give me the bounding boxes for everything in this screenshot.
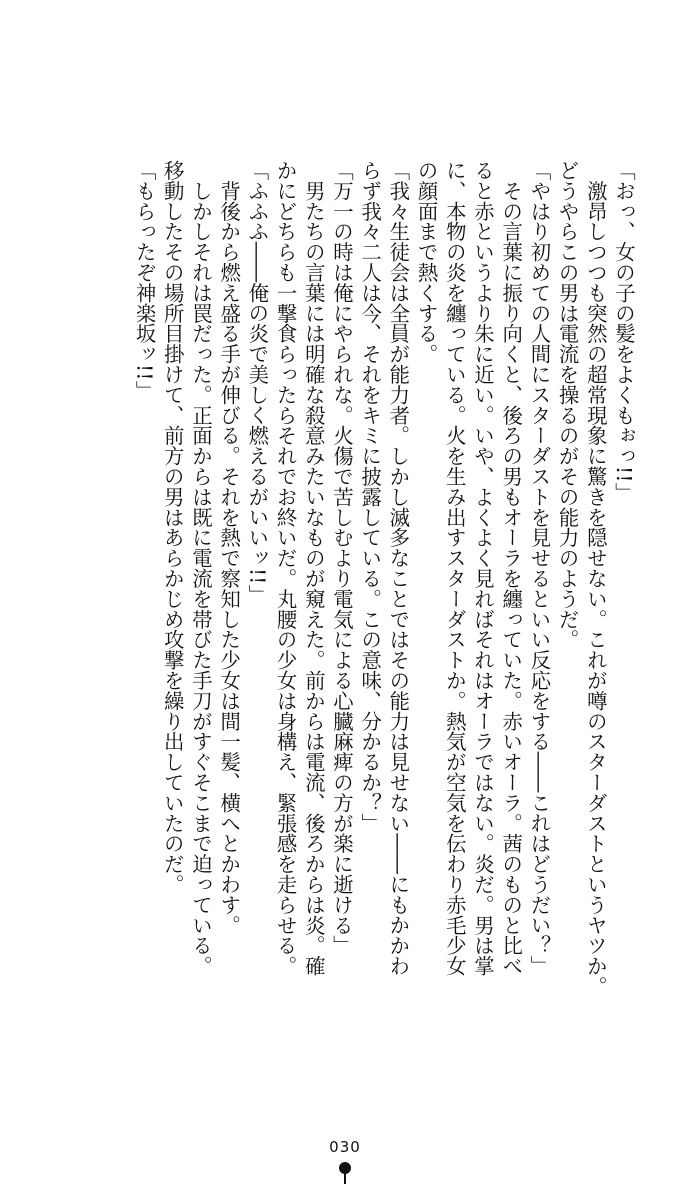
- body-text: [130, 160, 638, 1020]
- text-line: 「おっ、女の子の髪をよくもぉっ!!」: [612, 160, 636, 503]
- text-line: の顔面まで熱くする。: [414, 160, 439, 364]
- text-line: かにどちらも一撃食らったらそれでお終いだ。丸腰の少女は身構え、緊張感を走らせる。: [273, 160, 298, 976]
- text-line: に、本物の炎を纏っている。火を生み出すスターダストか。熱気が空気を伝わり赤毛少女: [442, 160, 467, 976]
- text-line: その言葉に振り向くと、後ろの男もオーラを纏っていた。赤いオーラ。茜のものと比べ: [499, 160, 524, 976]
- page-number: 030: [329, 1138, 361, 1156]
- text-line: 男たちの言葉には明確な殺意みたいなものが窺えた。前からは電流、後ろからは炎。確: [301, 160, 326, 976]
- text-line: 「もらったぞ神楽坂ッ!!」: [132, 160, 157, 401]
- text-line: 背後から燃え盛る手が伸びる。それを熱で察知した少女は間一髪、横へとかわす。: [217, 160, 242, 936]
- text-line: どうやらこの男は電流を操るのがその能力のようだ。: [555, 160, 580, 650]
- text-line: しかしそれは罠だった。正面からは既に電流を帯びた手刀がすぐそこまで迫っている。: [188, 160, 213, 976]
- text-line: 「我々生徒会は全員が能力者。しかし滅多なことではその能力は見せない――にもかかわ: [386, 160, 411, 976]
- text-line: ると赤というより朱に近い。いや、よくよく見ればそれはオーラではない。炎だ。男は掌: [470, 160, 495, 976]
- text-line: らず我々二人は今、それをキミに披露している。この意味、分かるか？」: [358, 160, 383, 834]
- text-line: 「やはり初めての人間にスターダストを見せるといい反応をする――これはどうだい？」: [527, 160, 552, 976]
- text-line: 「ふふふ――俺の炎で美しく燃えるがいいッ!!」: [245, 160, 270, 605]
- text-line: 激昂しつつも突然の超常現象に驚きを隠せない。これが噂のスターダストというヤツか。: [583, 160, 608, 997]
- folio-stem-ornament: [344, 1172, 346, 1184]
- text-line: 移動したその場所目掛けて、前方の男はあらかじめ攻撃を繰り出していたのだ。: [160, 160, 185, 895]
- text-line: 「万一の時は俺にやられな。火傷で苦しむより電気による心臓麻痺の方が楽に逝ける」: [329, 160, 354, 956]
